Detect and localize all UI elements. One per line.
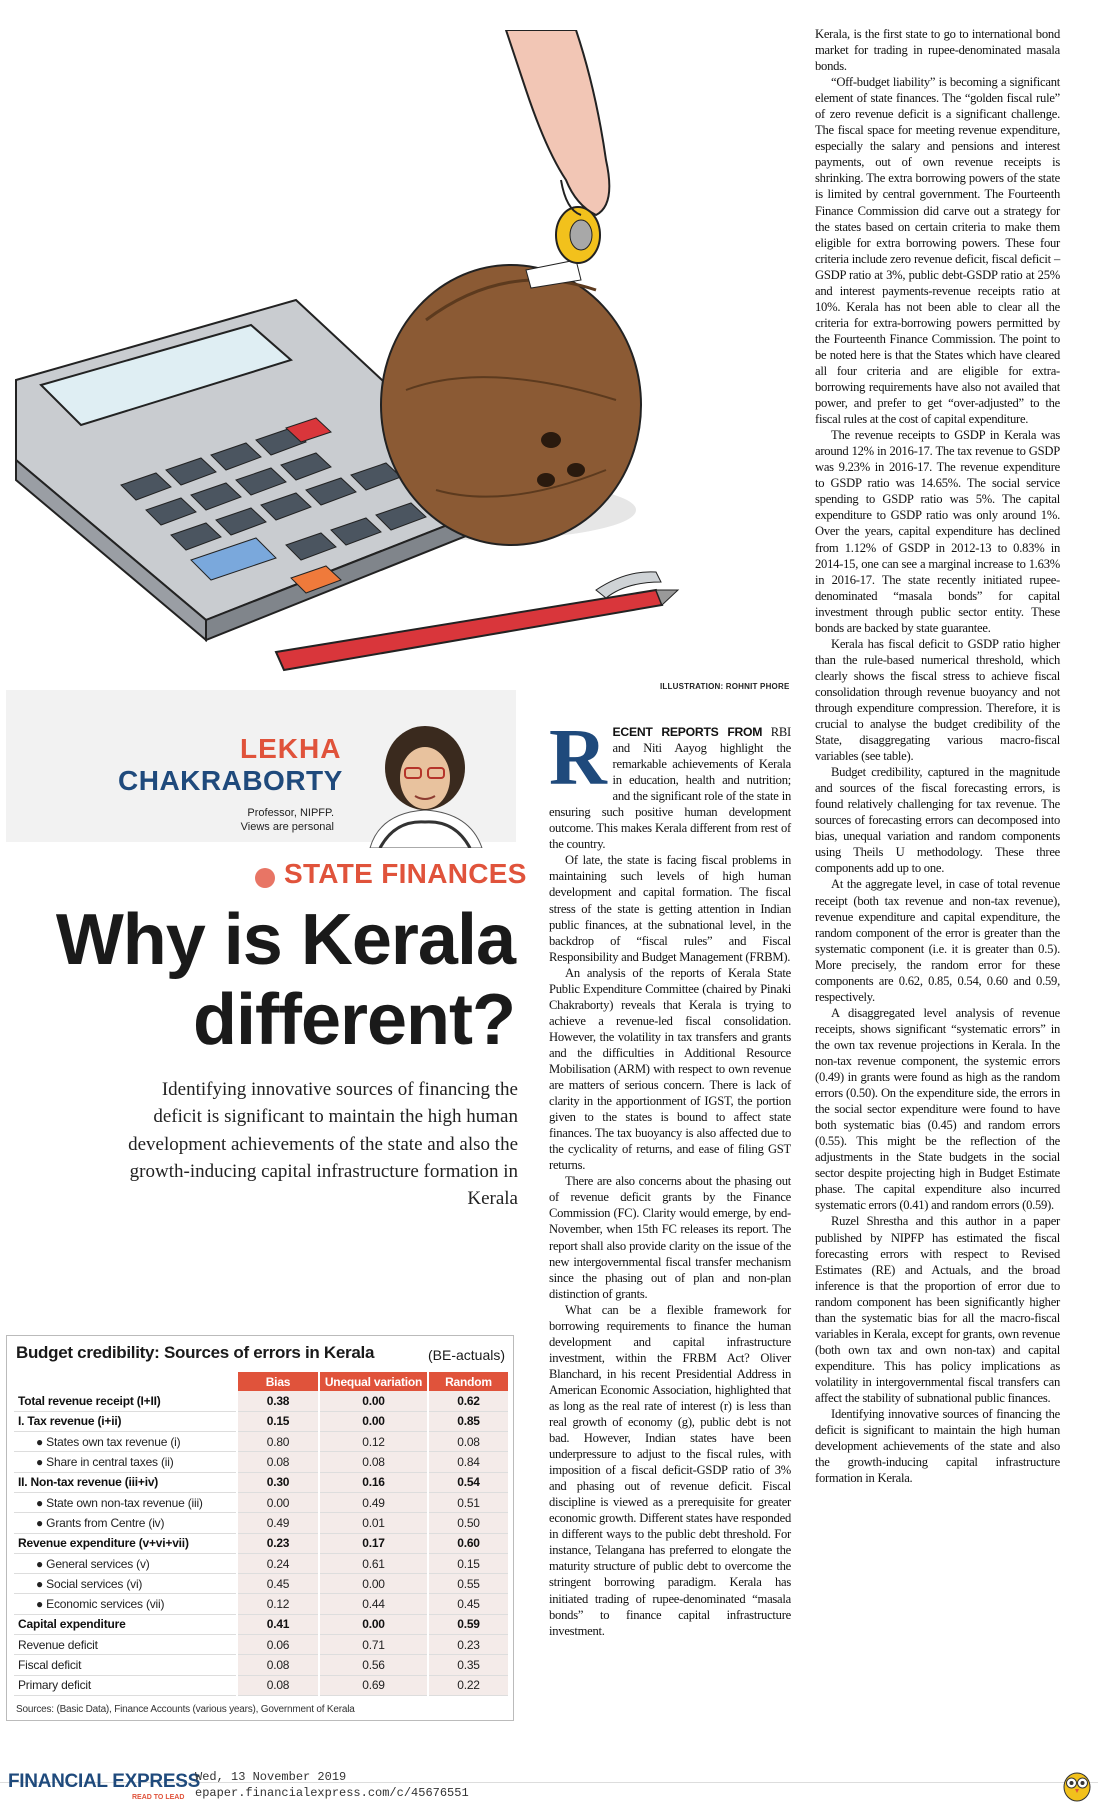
coconut-calculator-illustration [6, 30, 789, 690]
table-row [14, 1472, 508, 1492]
article-paragraph: What can be a flexible framework for borrowing requirements to finance the human development and capital infrastructure investment, within the FRBM Act? Oliver Blanchard, in his recent Presidential Address in American Economic Association, highlighted that as long as the real rate of interest (r) is less than real growth of economy (g), public debt is not bad. However, Indian states have been underpressure to adjust to the fiscal rules, with imposition of a fiscal deficit-GSDP ratio of 3% and phasing out of revenue deficit. Fiscal discipline is viewed as a prerequisite for greater economic growth. Different states have responded in different ways to the public debt threshold. For instance, Telangana has preferred to elongate the maturity structure of public debt to overcome the stringent borrowing paradigm. Kerala has initiated trading of rupee-denominated “masala bonds” to finance capital infrastructure investment. [549, 1302, 791, 1638]
table-row [14, 1533, 508, 1553]
article-paragraph: There are also concerns about the phasing out of revenue deficit grants by the Finance Commission (FC). Clarity would emerge, by end-November, when 15th FC releases its report. The report shall also provide clarity on the issue of the new intergovernmental fiscal transfer mechanism since the phasing out of plan and non-plan distinction of grants. [549, 1174, 791, 1301]
budget-credibility-table [14, 1372, 508, 1696]
table-subtitle: (BE-actuals) [428, 1347, 506, 1363]
table-cell-random: 0.60 [428, 1533, 508, 1553]
headline-line-1: Why is Kerala [55, 900, 515, 980]
table-row [14, 1553, 508, 1573]
table-cell-bias: 0.08 [237, 1452, 319, 1472]
table-cell-unequal-variation: 0.49 [319, 1492, 428, 1512]
table-cell-unequal-variation: 0.61 [319, 1553, 428, 1573]
table-cell-unequal-variation: 0.56 [319, 1655, 428, 1675]
table-cell-random: 0.59 [428, 1614, 508, 1634]
author-note: Views are personal [240, 821, 334, 833]
table-row-label: ● States own tax revenue (i) [14, 1432, 237, 1452]
table-cell-bias: 0.45 [237, 1574, 319, 1594]
table-source: Sources: (Basic Data), Finance Accounts (various years), Government of Kerala [16, 1704, 355, 1715]
table-header-row [14, 1372, 508, 1391]
article-paragraph: RECENT REPORTS FROM RBI and Niti Aayog highlight the remarkable achievements of Kerala in education, health and nutrition; and the significant role of the state in ensuring such positive human development outcome. This makes Kerala different from rest of the country. [549, 714, 791, 852]
table-cell-random: 0.62 [428, 1391, 508, 1411]
headline [20, 900, 515, 1060]
table-row [14, 1594, 508, 1614]
table-row-label: ● State own non-tax revenue (iii) [14, 1492, 237, 1512]
author-last-name: CHAKRABORTY [118, 765, 343, 796]
table-row-label: Total revenue receipt (I+II) [14, 1391, 237, 1411]
table-row [14, 1614, 508, 1634]
article-paragraph: At the aggregate level, in case of total revenue receipt (both tax revenue and non-tax revenue), revenue expenditure and capital expenditure, the random component of the error is greater than the systematic component (i.e. it is greater than 0.5). More precisely, the random error for these components are 0.62, 0.85, 0.54, 0.60 and 0.59, respectively. [815, 877, 1060, 1004]
table-cell-random: 0.08 [428, 1432, 508, 1452]
table-cell-bias: 0.12 [237, 1594, 319, 1614]
table-cell-random: 0.84 [428, 1452, 508, 1472]
author-title: Professor, NIPFP. [247, 807, 334, 819]
article-paragraph: Kerala has fiscal deficit to GSDP ratio higher than the rule-based numerical threshold, which clearly shows the fiscal stress to achieve fiscal consolidation through revenue buoyancy and not through expenditure compression. Therefore, it is crucial to analyse the budget credibility of the State, disaggregating various macro-fiscal variables (see table). [815, 636, 1060, 764]
article-column-1 [549, 714, 791, 1639]
table-cell-unequal-variation: 0.00 [319, 1614, 428, 1634]
article-paragraph: A disaggregated level analysis of revenue receipts, shows significant “systematic errors” in the own tax revenue projections in Kerala. In the non-tax revenue component, the systemic errors (0.49) in grants were found as high as the random errors (0.50). On the expenditure side, the errors in the social sector expenditure were found to have both systematic bias (0.45) and random errors (0.55). This might be the reflection of the adjustments in the State budgets in the social sector despite projecting high in Budget Estimate phase. The capital expenditure also incurred systematic errors (0.41) and random errors (0.59). [815, 1005, 1060, 1213]
table-cell-bias: 0.08 [237, 1655, 319, 1675]
table-header-random: Random [428, 1372, 508, 1391]
table-cell-bias: 0.30 [237, 1472, 319, 1492]
table-row-label: II. Non-tax revenue (iii+iv) [14, 1472, 237, 1492]
table-row [14, 1513, 508, 1533]
table-cell-bias: 0.49 [237, 1513, 319, 1533]
article-paragraph: An analysis of the reports of Kerala State Public Expenditure Committee (chaired by Pinaki Chakraborty) reveals that Kerala is trying to achieve a revenue-led fiscal consolidation. However, the volatility in tax transfers and grants and the difficulties in Additional Resource Mobilisation (ARM) with respect to own revenue are matters of serious concern. There is lack of clarity in the apportionment of IGST, the portion given to the states is bound to affect state finances. The tax buoyancy is also affected due to the cyclicality of returns, and ease of filing GST returns. [549, 965, 791, 1173]
table-row [14, 1675, 508, 1695]
author-role [150, 806, 334, 834]
table-cell-unequal-variation: 0.71 [319, 1635, 428, 1655]
drop-cap: R [549, 714, 607, 802]
table-row [14, 1452, 508, 1472]
table-cell-bias: 0.23 [237, 1533, 319, 1553]
table-cell-unequal-variation: 0.12 [319, 1432, 428, 1452]
table-cell-bias: 0.24 [237, 1553, 319, 1573]
table-cell-random: 0.51 [428, 1492, 508, 1512]
table-cell-bias: 0.38 [237, 1391, 319, 1411]
table-cell-random: 0.50 [428, 1513, 508, 1533]
article-paragraph: “Off-budget liability” is becoming a significant element of state finances. The “golden fiscal rule” of zero revenue deficit is a significant challenge. The fiscal space for meeting revenue expenditure, especially the salary and pensions and interest payments, out of own revenue receipts is shrinking. The extra borrowing powers of the state is limited by central government. The Fourteenth Finance Commission did carve out a strategy for the states based on certain criteria to make them eligible for extra borrowing powers. These four criteria include zero revenue deficit, fiscal deficit –GSDP ratio at 3%, public debt-GSDP ratio at 25% and interest payments-revenue receipts ratio at 10%. Kerala has not been able to clear all the criteria for extra-borrowing powers permitted by the Fourteenth Finance Commission. The point to be noted here is that the States which have cleared all four criteria and are eligible for extra-borrowing requirements have also not availed that power, and prefer to get “over-adjusted” to the fiscal rules at the cost of capital expenditure. [815, 75, 1060, 427]
table-row [14, 1432, 508, 1452]
author-portrait [360, 718, 490, 848]
table-cell-unequal-variation: 0.00 [319, 1411, 428, 1431]
author-first-name: LEKHA [240, 733, 342, 764]
edition-url[interactable]: epaper.financialexpress.com/c/45676551 [195, 1786, 469, 1800]
lede: ECENT REPORTS FROM [612, 725, 763, 739]
table-header-bias: Bias [237, 1372, 319, 1391]
table-cell-unequal-variation: 0.17 [319, 1533, 428, 1553]
table-cell-unequal-variation: 0.69 [319, 1675, 428, 1695]
table-cell-unequal-variation: 0.16 [319, 1472, 428, 1492]
table-cell-random: 0.22 [428, 1675, 508, 1695]
table-cell-random: 0.55 [428, 1574, 508, 1594]
table-header-unequal-variation: Unequal variation [319, 1372, 428, 1391]
table-row [14, 1574, 508, 1594]
table-cell-unequal-variation: 0.01 [319, 1513, 428, 1533]
table-row-label: ● Social services (vi) [14, 1574, 237, 1594]
article-paragraph: Kerala, is the first state to go to international bond market for trading in rupee-denominated masala bonds. [815, 27, 1060, 74]
edition-date: Wed, 13 November 2019 [195, 1770, 347, 1784]
brand-logo: FINANCIAL EXPRESS [8, 1771, 200, 1792]
table-cell-unequal-variation: 0.08 [319, 1452, 428, 1472]
table-cell-random: 0.45 [428, 1594, 508, 1614]
section-label: STATE FINANCES [284, 858, 527, 889]
headline-line-2: different? [193, 980, 515, 1060]
table-cell-random: 0.35 [428, 1655, 508, 1675]
table-row-label: Capital expenditure [14, 1614, 237, 1634]
table-cell-random: 0.54 [428, 1472, 508, 1492]
table-cell-unequal-variation: 0.00 [319, 1574, 428, 1594]
illustration [6, 30, 789, 690]
article-column-2 [815, 26, 1060, 1486]
owl-icon [1062, 1768, 1092, 1802]
table-row-label: I. Tax revenue (i+ii) [14, 1411, 237, 1431]
article-paragraph: The revenue receipts to GSDP in Kerala was around 12% in 2016-17. The tax revenue to GSDP was 9.23% in 2016-17. The revenue expenditure to GSDP ratio was 14.65%. The social service spending to GSDP ratio was 5%. The capital expenditure to GSDP ratio was only around 1%. Over the years, capital expenditure has declined from 1.12% of GSDP in 2012-13 to 0.83% in 2014-15, one can see a marginal increase to 1.63% in 2016-17. The state recently initiated rupee-denominated “masala bonds” for capital investment through public sector entity. These bonds are backed by state guarantee. [815, 428, 1060, 635]
table-row-label: Revenue deficit [14, 1635, 237, 1655]
table-row [14, 1411, 508, 1431]
table-row-label: Fiscal deficit [14, 1655, 237, 1675]
table-row-label: ● General services (v) [14, 1553, 237, 1573]
table-cell-unequal-variation: 0.44 [319, 1594, 428, 1614]
table-row [14, 1492, 508, 1512]
table-row [14, 1391, 508, 1411]
deck-summary: Identifying innovative sources of financing the deficit is significant to maintain the high human development achievements of the state and also the growth-inducing capital infrastructure formation in Kerala [128, 1079, 518, 1210]
table-title: Budget credibility: Sources of errors in Kerala [16, 1343, 375, 1362]
table-row-label: Primary deficit [14, 1675, 237, 1695]
table-row-label: ● Grants from Centre (iv) [14, 1513, 237, 1533]
table-cell-random: 0.23 [428, 1635, 508, 1655]
table-header-label [14, 1372, 237, 1391]
table-row-label: Revenue expenditure (v+vi+vii) [14, 1533, 237, 1553]
table-cell-bias: 0.80 [237, 1432, 319, 1452]
table-cell-unequal-variation: 0.00 [319, 1391, 428, 1411]
table-cell-random: 0.15 [428, 1553, 508, 1573]
table-row-label: ● Economic services (vii) [14, 1594, 237, 1614]
article-paragraph: Budget credibility, captured in the magnitude and sources of the fiscal forecasting errors, is found relatively challenging for tax revenue. The sources of forecasting errors can decomposed into bias, unequal variation and random components using Theils U methodology. These three components add up to one. [815, 765, 1060, 876]
table-row-label: ● Share in central taxes (ii) [14, 1452, 237, 1472]
table-cell-random: 0.85 [428, 1411, 508, 1431]
table-row [14, 1635, 508, 1655]
illustration-credit: ILLUSTRATION: ROHNIT PHORE [660, 682, 790, 691]
brand-tagline: READ TO LEAD [132, 1794, 185, 1801]
article-paragraph: Identifying innovative sources of financing the deficit is significant to maintain the high human development achievements of the state and also the growth-inducing capital infrastructure formation in Kerala. [815, 1407, 1060, 1486]
table-row [14, 1655, 508, 1675]
article-paragraph: Ruzel Shrestha and this author in a paper published by NIPFP has estimated the fiscal forecasting errors with respect to Revised Estimates (RE) and Actuals, and the broad inference is that the proportion of error due to random component has been significantly higher than the systematic bias for all the macro-fiscal variables in Kerala, except for grants, own revenue (both own tax and own non-tax) and capital expenditure. This has policy implications as volatility in intergovernmental fiscal transfers can affect the stability of subnational public finances. [815, 1214, 1060, 1405]
table-cell-bias: 0.41 [237, 1614, 319, 1634]
table-cell-bias: 0.15 [237, 1411, 319, 1431]
section-bullet [255, 868, 275, 888]
table-cell-bias: 0.08 [237, 1675, 319, 1695]
article-paragraph: Of late, the state is facing fiscal problems in maintaining such levels of high human development and capital formation. The fiscal stress of the state is getting attention in Indian public finances, at the subnational level, in the backdrop of “fiscal rules” and Fiscal Responsibility and Budget Management (FRBM). [549, 853, 791, 964]
table-cell-bias: 0.06 [237, 1635, 319, 1655]
table-cell-bias: 0.00 [237, 1492, 319, 1512]
